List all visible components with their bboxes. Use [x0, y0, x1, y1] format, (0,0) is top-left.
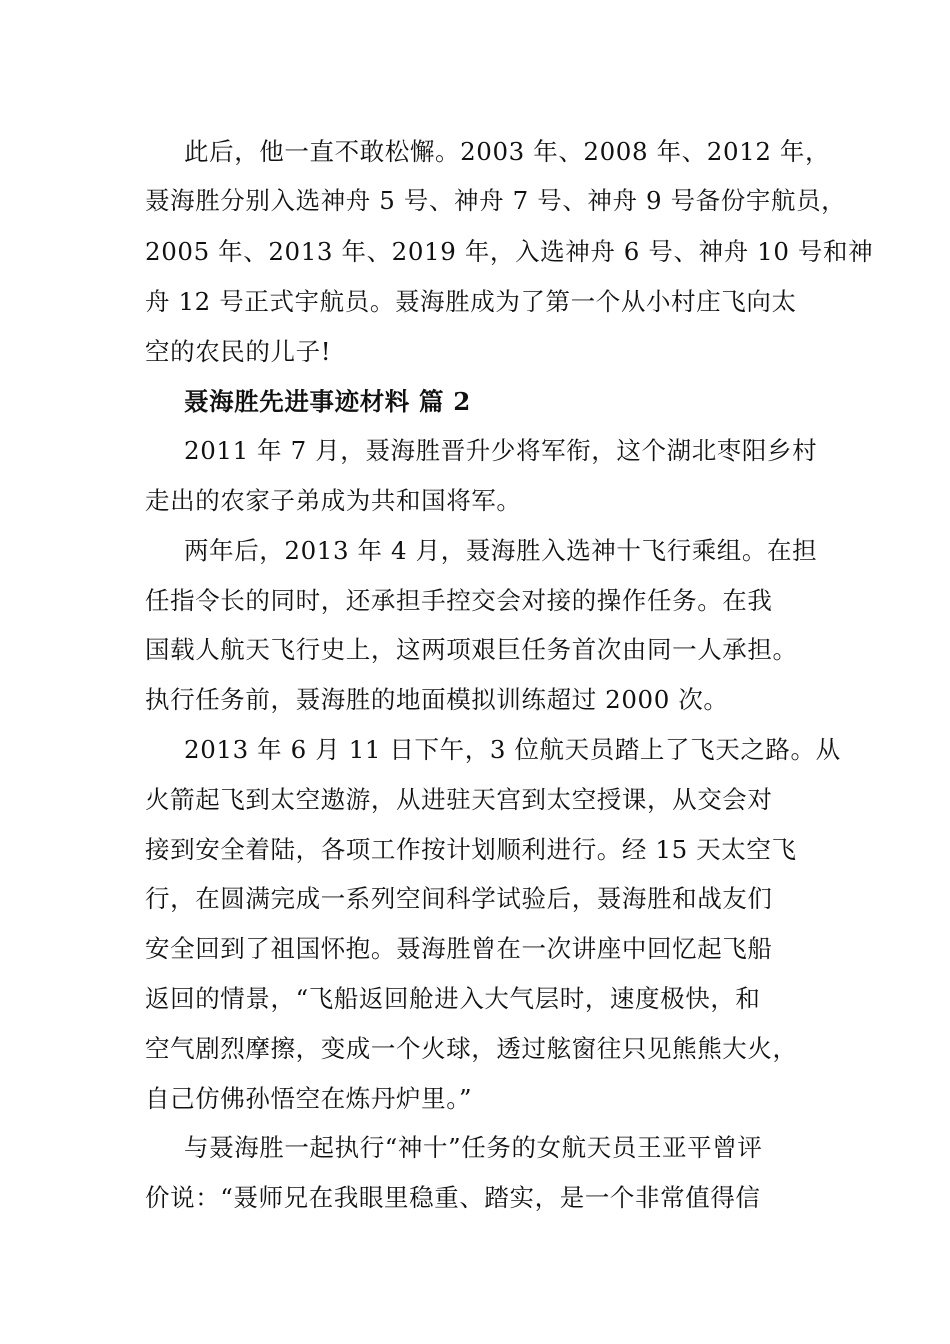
paragraph-line: 自己仿佛孙悟空在炼丹炉里。”: [145, 1084, 473, 1113]
paragraph-line: 国载人航天飞行史上，这两项艰巨任务首次由同一人承担。: [145, 635, 798, 664]
paragraph-line: 行，在圆满完成一系列空间科学试验后，聂海胜和战友们: [145, 884, 773, 913]
paragraph-line: 舟 12 号正式宇航员。聂海胜成为了第一个从小村庄飞向太: [145, 287, 797, 316]
paragraph-line: 接到安全着陆，各项工作按计划顺利进行。经 15 天太空飞: [145, 835, 797, 864]
paragraph-line: 安全回到了祖国怀抱。聂海胜曾在一次讲座中回忆起飞船: [145, 934, 773, 963]
paragraph-line: 走出的农家子弟成为共和国将军。: [145, 486, 522, 515]
paragraph-line: 与聂海胜一起执行“神十”任务的女航天员王亚平曾评: [184, 1133, 763, 1162]
paragraph-line: 价说：“聂师兄在我眼里稳重、踏实，是一个非常值得信: [145, 1183, 761, 1212]
paragraph-line: 火箭起飞到太空遨游，从进驻天宫到太空授课，从交会对: [145, 785, 773, 814]
paragraph-line: 2011 年 7 月，聂海胜晋升少将军衔，这个湖北枣阳乡村: [184, 436, 818, 465]
paragraph-line: 此后，他一直不敢松懈。2003 年、2008 年、2012 年，: [184, 137, 831, 166]
paragraph-line: 聂海胜分别入选神舟 5 号、神舟 7 号、神舟 9 号备份宇航员，: [145, 186, 847, 215]
paragraph-line: 空气剧烈摩擦，变成一个火球，透过舷窗往只见熊熊大火，: [145, 1034, 798, 1063]
paragraph-line: 2005 年、2013 年、2019 年，入选神舟 6 号、神舟 10 号和神: [145, 237, 874, 266]
paragraph-line: 两年后，2013 年 4 月，聂海胜入选神十飞行乘组。在担: [184, 536, 818, 565]
paragraph-line: 空的农民的儿子!: [145, 337, 332, 366]
paragraph-line: 2013 年 6 月 11 日下午，3 位航天员踏上了飞天之路。从: [184, 735, 841, 764]
paragraph-line: 返回的情景，“飞船返回舱进入大气层时，速度极快，和: [145, 984, 761, 1013]
section-heading: 聂海胜先进事迹材料 篇 2: [184, 387, 471, 416]
paragraph-line: 任指令长的同时，还承担手控交会对接的操作任务。在我: [145, 586, 773, 615]
paragraph-line: 执行任务前，聂海胜的地面模拟训练超过 2000 次。: [145, 685, 729, 714]
